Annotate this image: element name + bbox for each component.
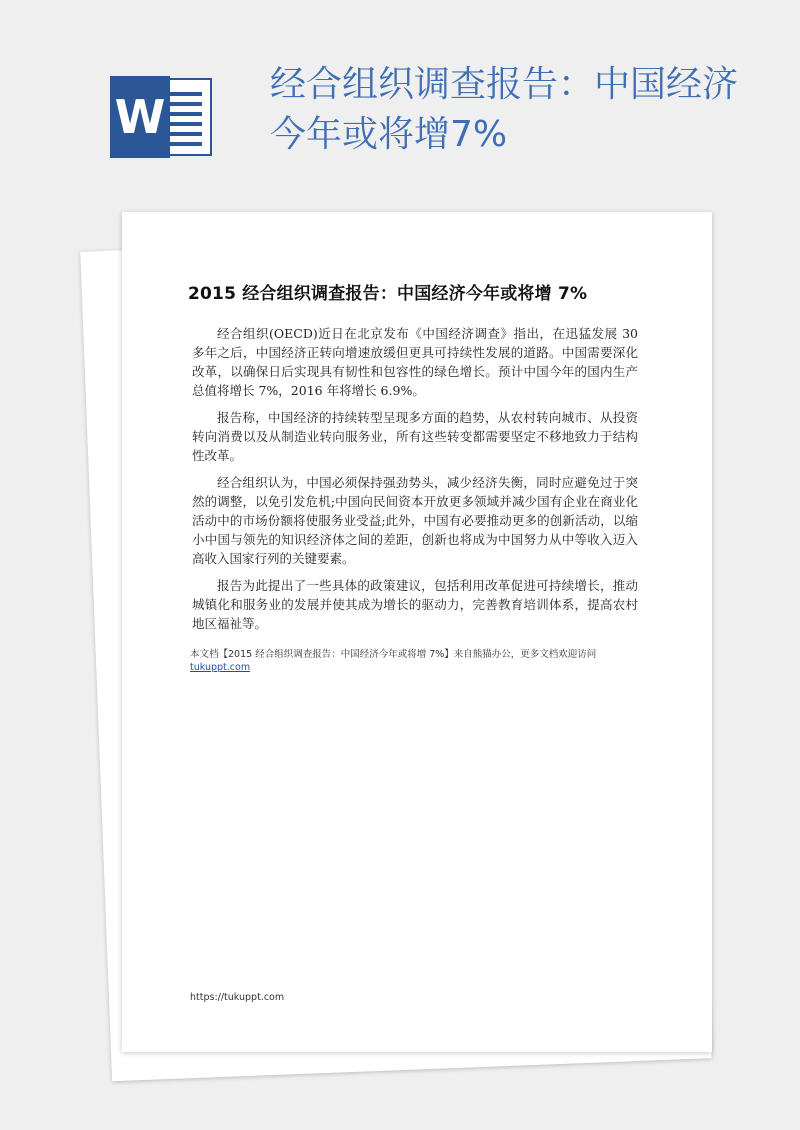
paragraph-4: 报告为此提出了一些具体的政策建议，包括利用改革促进可持续增长，推动城镇化和服务业的发展并使其成为增长的驱动力，完善教育培训体系，提高农村地区福祉等。 <box>192 578 638 631</box>
article-body <box>192 324 638 641</box>
page-heading: 2015 经合组织调查报告：中国经济今年或将增 7% <box>188 284 588 304</box>
document-page <box>122 212 712 1052</box>
paragraph-3: 经合组织认为，中国必须保持强劲势头，减少经济失衡，同时应避免过于突然的调整，以免引发危机;中国向民间资本开放更多领域并减少国有企业在商业化活动中的市场份额将使服务业受益;此外，中国有必要推动更多的创新活动，以缩小中国与领先的知识经济体之间的差距，创新也将成为中国努力从中等收入迈入高收入国家行列的关键要素。 <box>192 475 638 566</box>
source-link[interactable]: tukuppt.com <box>190 662 251 673</box>
footer-url: https://tukuppt.com <box>190 992 285 1003</box>
header <box>0 0 800 200</box>
paragraph-2: 报告称，中国经济的持续转型呈现多方面的趋势，从农村转向城市、从投资转向消费以及从制造业转向服务业，所有这些转变都需要坚定不移地致力于结构性改革。 <box>192 410 638 463</box>
source-note <box>190 648 660 674</box>
document-title: 经合组织调查报告：中国经济今年或将增7% <box>270 64 739 155</box>
word-document-icon <box>110 76 212 158</box>
word-badge: W <box>110 76 170 158</box>
source-note-text: 本文档【2015 经合组织调查报告：中国经济今年或将增 7%】来自熊猫办公，更多文档欢迎访问 <box>190 649 597 660</box>
paragraph-1: 经合组织(OECD)近日在北京发布《中国经济调查》指出，在迅猛发展 30 多年之后，中国经济正转向增速放缓但更具可持续性发展的道路。中国需要深化改革，以确保日后实现具有韧性和包容性的绿色增长。预计中国今年的国内生产总值将增长 7%，2016 年将增长 6.9%。 <box>192 326 638 398</box>
